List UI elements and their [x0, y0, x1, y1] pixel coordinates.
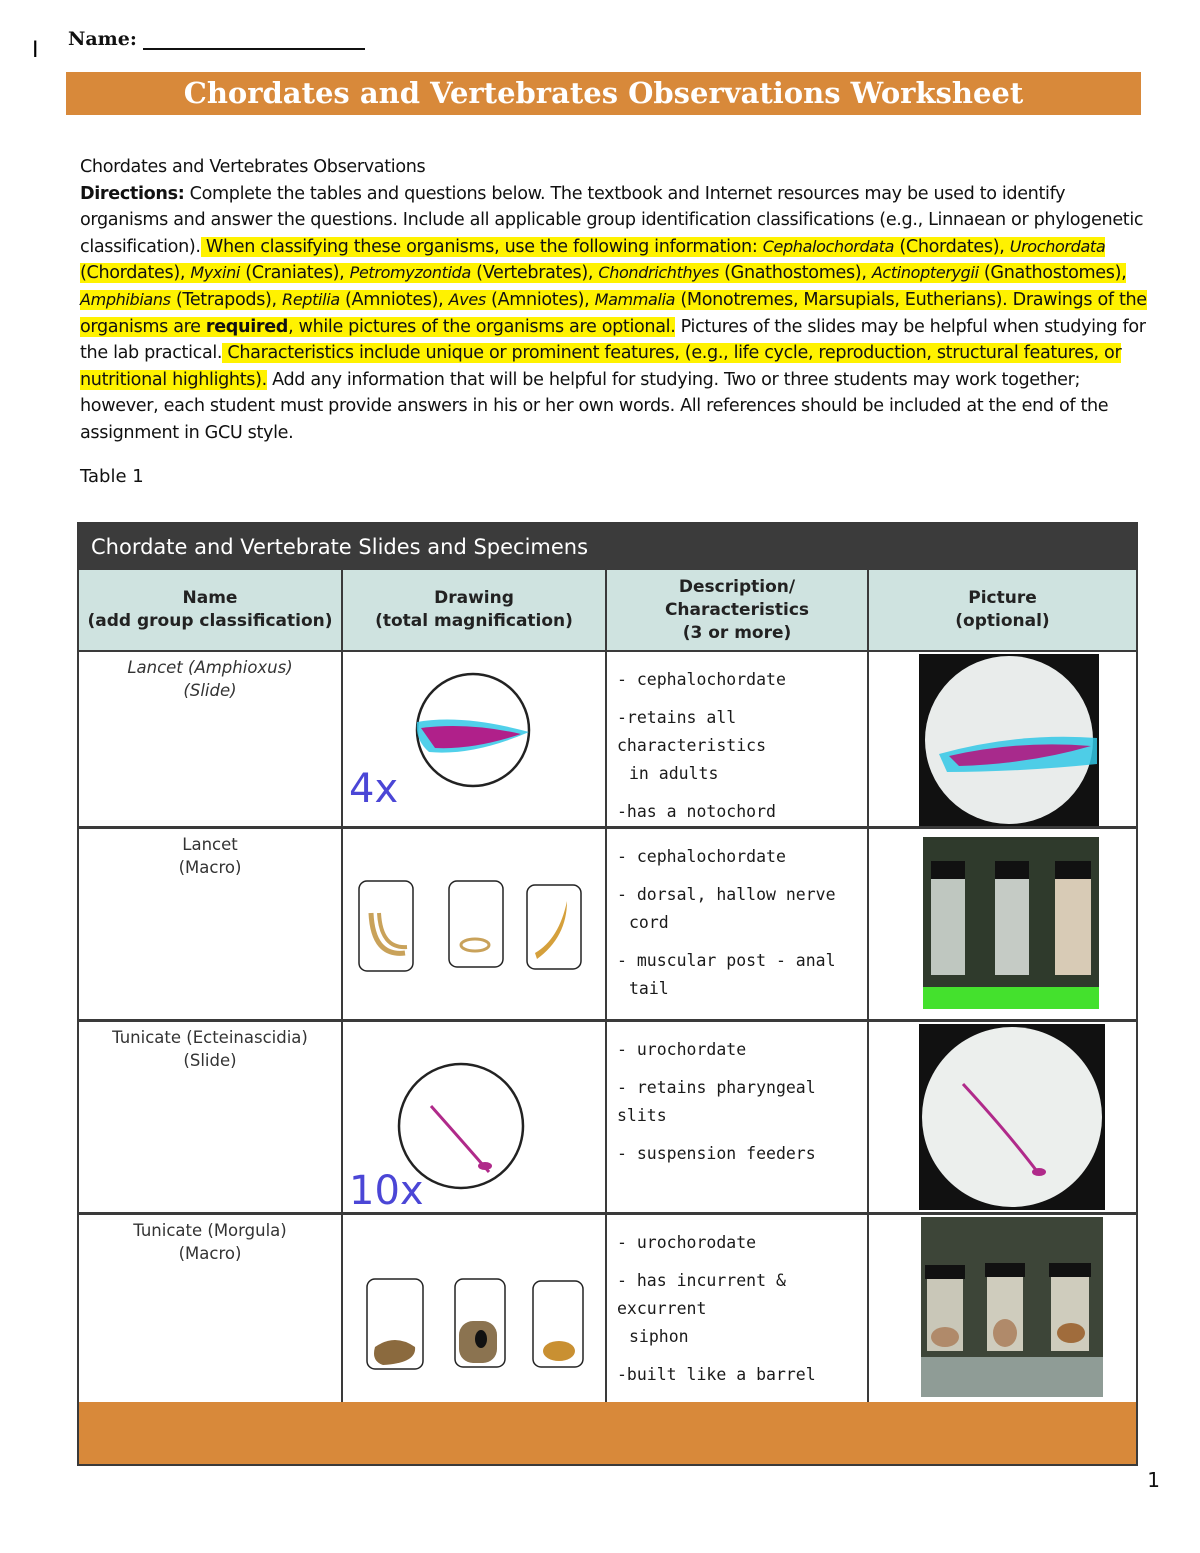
worksheet-title: Chordates and Vertebrates Observations Worksheet [66, 72, 1141, 115]
header-picture: Picture (optional) [955, 588, 1050, 631]
description-cell: - cephalochordate - dorsal, hallow nerve cord - muscular post - anal tail [607, 829, 869, 1019]
table-row [79, 1215, 1136, 1408]
directions-text: Complete the tables and questions below. The textbook and Internet resources may be used to identify organisms and answer the questions. Include all applicable group identification classifications (e.g., Linnaean or phylogenetic classification). [80, 183, 1144, 257]
specimen-name: Tunicate (Ecteinascidia) (Slide) [79, 1022, 343, 1212]
directions-text-2: Pictures of the slides may be helpful when studying for the lab practical. [80, 316, 1146, 364]
table-footer-band [79, 1402, 1136, 1464]
page-number: 1 [1147, 1468, 1160, 1492]
header-name: Name (add group classification) [79, 570, 343, 650]
lancet-slide-photo [919, 654, 1109, 826]
name-label: Name: [68, 28, 137, 50]
specimen-name: Lancet (Macro) [79, 829, 343, 1019]
drawing-cell [343, 829, 607, 1019]
picture-cell [869, 652, 1136, 826]
characteristics-highlight: Characteristics include unique or prominent features, (e.g., life cycle, reproduction, structural features, or nutritional highlights). [80, 343, 1122, 390]
table-label: Table 1 [80, 466, 144, 487]
lancet-macro-drawing [343, 829, 605, 1017]
tunicate-slide-photo [919, 1024, 1109, 1210]
picture-cell [869, 829, 1136, 1019]
table-row [79, 652, 1136, 829]
directions-text-3: Add any information that will be helpful for studying. Two or three students may work together; however, each student must provide answers in his or her own words. All references should be included at the end of the assignment in GCU style. [80, 369, 1109, 443]
drawing-cell [343, 1215, 607, 1405]
table-row [79, 1022, 1136, 1215]
drawing-cell [343, 652, 607, 826]
name-field[interactable] [68, 28, 365, 50]
margin-mark: I [32, 38, 39, 63]
header-drawing: Drawing (total magnification) [343, 570, 607, 650]
directions-block [80, 154, 1155, 447]
description-cell: - urochorodate - has incurrent & excurrent siphon -built like a barrel [607, 1215, 869, 1405]
magnification-label: 10x [349, 1168, 424, 1214]
table-row [79, 829, 1136, 1022]
header-description: Description/ Characteristics (3 or more) [607, 570, 869, 650]
specimen-name: Lancet (Amphioxus) (Slide) [79, 652, 343, 826]
description-cell: - cephalochordate -retains all characteristics in adults -has a notochord [607, 652, 869, 826]
description-cell: - urochordate - retains pharyngeal slits - suspension feeders [607, 1022, 869, 1212]
magnification-label: 4x [349, 766, 399, 812]
directions-paragraph [80, 181, 1155, 447]
directions-label: Directions: [80, 183, 185, 204]
lancet-macro-photo [923, 837, 1113, 1009]
specimen-name: Tunicate (Morgula) (Macro) [79, 1215, 343, 1405]
tunicate-macro-drawing [343, 1215, 605, 1403]
specimens-table [77, 522, 1138, 1466]
picture-cell [869, 1215, 1136, 1405]
table-title: Chordate and Vertebrate Slides and Specimens [79, 524, 1136, 570]
drawing-cell [343, 1022, 607, 1212]
name-blank-line[interactable] [143, 28, 365, 50]
picture-cell [869, 1022, 1136, 1212]
intro-heading: Chordates and Vertebrates Observations [80, 157, 426, 177]
table-header-row [79, 570, 1136, 652]
tunicate-macro-photo [921, 1217, 1111, 1397]
classification-highlight: When classifying these organisms, use the following information: Cephalochordata (Chordates), Urochordata (Chordates), Myxini (Craniates), Petromyzontida (Vertebrates), Chondrichthyes (Gnathostomes), Actinopterygii (Gnathostomes), Amphibians (Tetrapods), Reptilia (Amniotes), Aves (Amniotes), Mammalia (Monotremes, Marsupials, Eutherians). Drawings of the organisms are required, while pictures of the organisms are optional. [80, 236, 1147, 337]
